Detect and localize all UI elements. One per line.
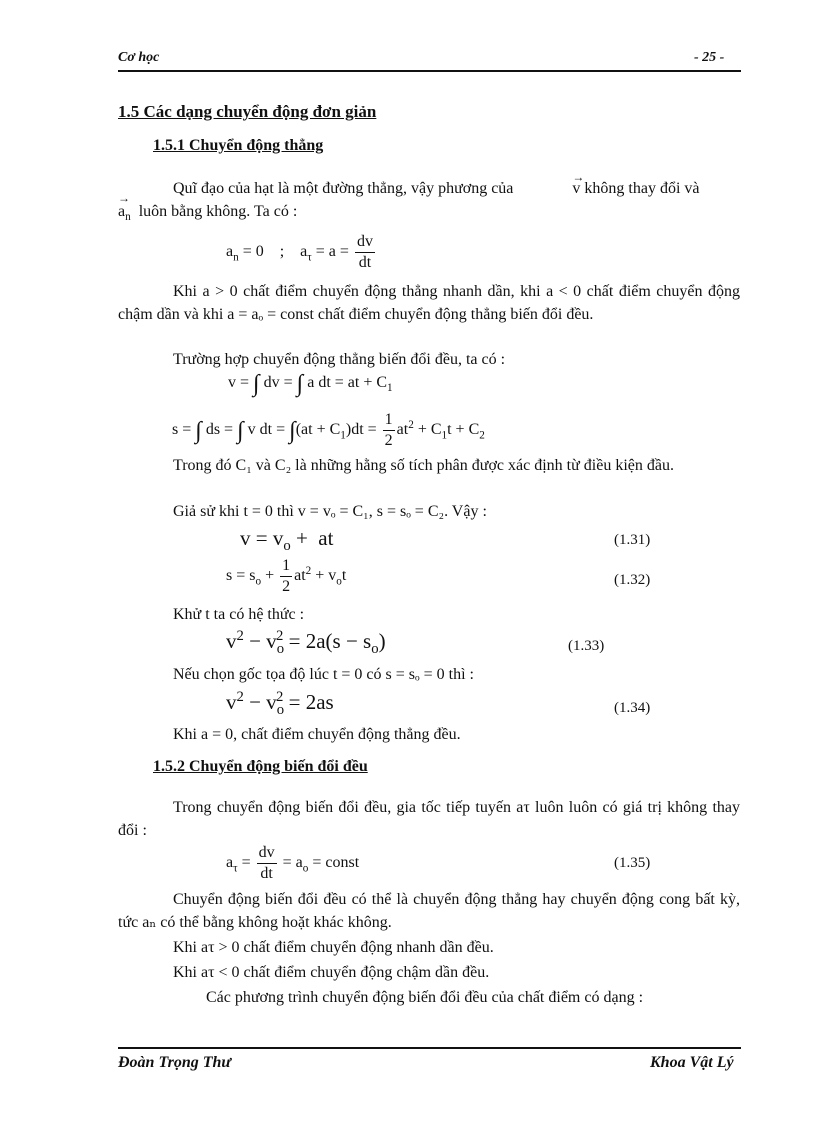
header-rule — [118, 70, 741, 72]
equation-s-integral: s = ∫ ds = ∫ v dt = $\int(at + C_1)dt$ = $\frac{1}{2}$ $at^2 + C_1t + C_2$ — [172, 411, 485, 449]
paragraph-6: Khử t ta có hệ thức : — [173, 606, 305, 623]
paragraph-8: Khi a = 0, chất điểm chuyển động thẳng đều. — [173, 726, 461, 743]
footer-department: Khoa Vật Lý — [650, 1054, 734, 1071]
equation-number-1-34: (1.34) — [614, 700, 651, 716]
equation-number-1-35: (1.35) — [614, 855, 651, 871]
equation-1-35: $a_\tau$ = $\frac{dv}{dt}$ = $a_o$ = const — [226, 844, 360, 882]
equation-1-31: $v = v_o$ + at — [240, 526, 334, 555]
equation-v-integral: v = ∫ dv = ∫ a dt = at + $C_1$ — [228, 371, 393, 397]
subsection-title-1: 1.5.1 Chuyển động thẳng — [153, 137, 324, 154]
paragraph-2: Khi a > 0 chất điểm chuyển động thẳng nhanh dần, khi a < 0 chất điểm chuyển động chậm dần và khi a = aₒ = const chất điểm chuyển động thẳng biến đổi đều. — [118, 283, 740, 323]
paragraph-3: Trường hợp chuyển động thẳng biến đổi đều, ta có : — [173, 351, 506, 368]
equation-number-1-32: (1.32) — [614, 572, 651, 588]
paragraph-10: Chuyển động biến đổi đều có thể là chuyển động thẳng hay chuyển động cong bất kỳ, tức aₙ có thể bằng không hoặt khác không. — [118, 891, 740, 931]
paragraph-4: Trong đó C₁ và C₂ là những hằng số tích phân được xác định từ điều kiện đầu. — [173, 457, 674, 474]
paragraph-1: Quĩ đạo của hạt là một đường thẳng, vậy phương của → v không thay đổi và — [118, 178, 740, 201]
equation-number-1-31: (1.31) — [614, 532, 651, 548]
paragraph-1-line-2: → $a_n$ luôn bằng không. Ta có : — [118, 203, 297, 223]
footer-author: Đoàn Trọng Thư — [118, 1054, 232, 1071]
footer-rule — [118, 1047, 741, 1049]
equation-number-1-33: (1.33) — [568, 638, 605, 654]
equation-an-at: $a_n = 0$ ; $a_\tau = a$ = $\frac{dv}{dt}$ — [226, 233, 373, 271]
paragraph-11: Khi aτ > 0 chất điểm chuyển động nhanh dần đều. — [173, 939, 494, 956]
header-subject: Cơ học — [118, 50, 160, 65]
equation-1-34: $v^2 - v_o^2 = 2as$ — [226, 689, 334, 719]
velocity-vector: → v — [517, 178, 580, 201]
subsection-title-2: 1.5.2 Chuyển động biến đổi đều — [153, 758, 368, 775]
paragraph-9: Trong chuyển động biến đổi đều, gia tốc tiếp tuyến aτ luôn luôn có giá trị không thay đổi : — [118, 799, 740, 839]
section-title: 1.5 Các dạng chuyển động đơn giản — [118, 102, 377, 121]
equation-1-32: $s = s_o$ + $\frac{1}{2}$ $at^2 + v_ot$ — [226, 557, 347, 595]
paragraph-13: Các phương trình chuyển động biến đổi đều của chất điểm có dạng : — [206, 989, 644, 1006]
page-number: - 25 - — [694, 50, 725, 65]
paragraph-12: Khi aτ < 0 chất điểm chuyển động chậm dần đều. — [173, 964, 490, 981]
paragraph-5: Giả sử khi t = 0 thì v = vₒ = C₁, s = sₒ = C₂. Vậy : — [173, 503, 487, 520]
paragraph-7: Nếu chọn gốc tọa độ lúc t = 0 có s = sₒ = 0 thì : — [173, 666, 474, 683]
equation-1-33: $v^2 - v_o^2 = 2a(s - s_o)$ — [226, 628, 386, 658]
